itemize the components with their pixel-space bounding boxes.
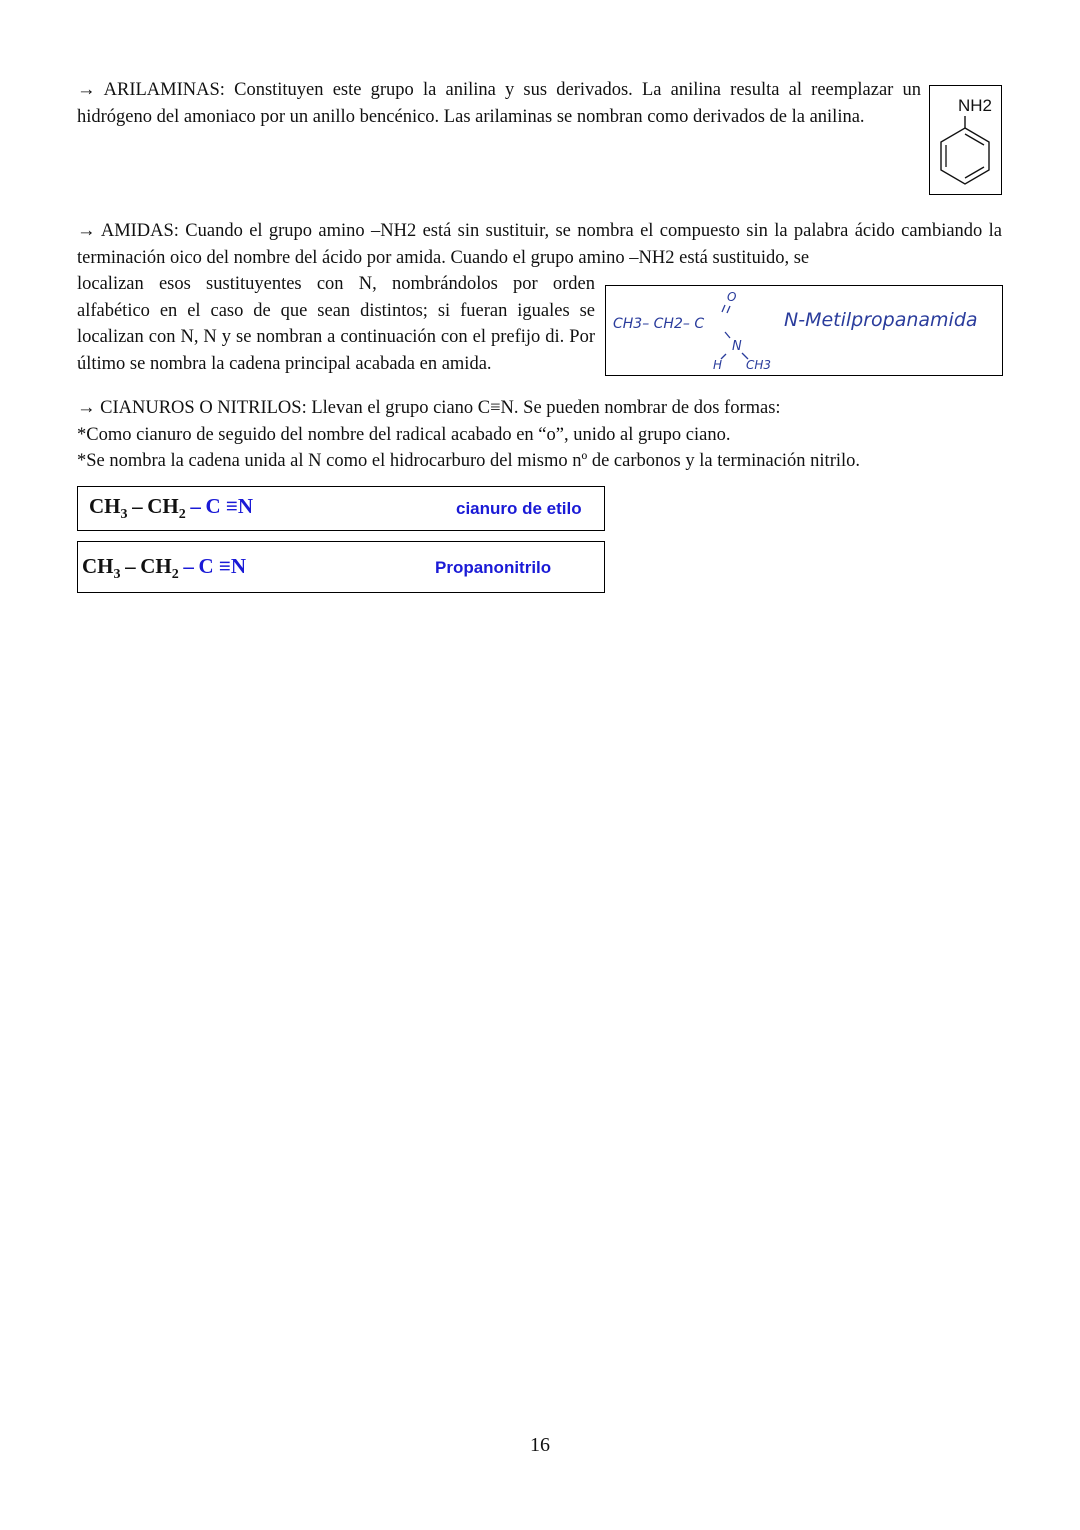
page-number: 16 xyxy=(530,1434,550,1456)
amide-oxygen: O xyxy=(727,290,737,304)
nitrilos-intro: → CIANUROS O NITRILOS: Llevan el grupo ciano C≡N. Se pueden nombrar de dos formas: xyxy=(77,398,781,418)
nitrile-formula-2: $CH_3 - CH_2 - C \equiv N$ xyxy=(82,554,247,582)
aniline-structure xyxy=(929,85,1002,195)
amide-name: N-Metilpropanamida xyxy=(784,309,978,331)
amide-methyl: CH3 xyxy=(746,358,772,372)
aniline-nh2-label: NH2 xyxy=(958,96,993,115)
amidas-paragraph-wrap: localizan esos sustituyentes con N, nombrándolos por orden alfabético en el caso de que sean distintos; si fueran iguales se localizan con N, N y se nombran a continuación con el prefijo di. Por último se nombra la cadena principal acabada en amida. xyxy=(77,274,595,374)
arilaminas-paragraph: → ARILAMINAS: Constituyen este grupo la anilina y sus derivados. La anilina resulta al reemplazar un hidrógeno del amoniaco por un anillo bencénico. Las arilaminas se nombran como derivados de la anilina. xyxy=(77,80,921,127)
nitrile-formula-1: $CH_3 - CH_2 - C \equiv N$ xyxy=(89,494,254,522)
nitrile-name-1: cianuro de etilo xyxy=(456,499,582,518)
amide-example-box xyxy=(605,285,1003,376)
nitrilos-rule-1: *Como cianuro de seguido del nombre del radical acabado en “o”, unido al grupo ciano. xyxy=(77,424,731,445)
amide-nitrogen: N xyxy=(732,339,742,354)
benzene-ring xyxy=(941,128,989,184)
amide-chain: CH3– CH2– C xyxy=(613,316,705,332)
nitrile-example-1 xyxy=(77,486,605,531)
nitrile-example-2 xyxy=(77,541,605,593)
amidas-paragraph: → AMIDAS: Cuando el grupo amino –NH2 está sin sustituir, se nombra el compuesto sin la palabra ácido cambiando la terminación oico del nombre del ácido por amida. Cuando el grupo amino –NH2 está sustituido, se xyxy=(77,221,1002,268)
amide-hydrogen: H xyxy=(713,358,723,372)
nitrilos-section xyxy=(77,395,1002,475)
nitrile-name-2: Propanonitrilo xyxy=(435,558,552,577)
nitrilos-rule-2: *Se nombra la cadena unida al N como el hidrocarburo del mismo nº de carbonos y la terminación nitrilo. xyxy=(77,451,861,471)
